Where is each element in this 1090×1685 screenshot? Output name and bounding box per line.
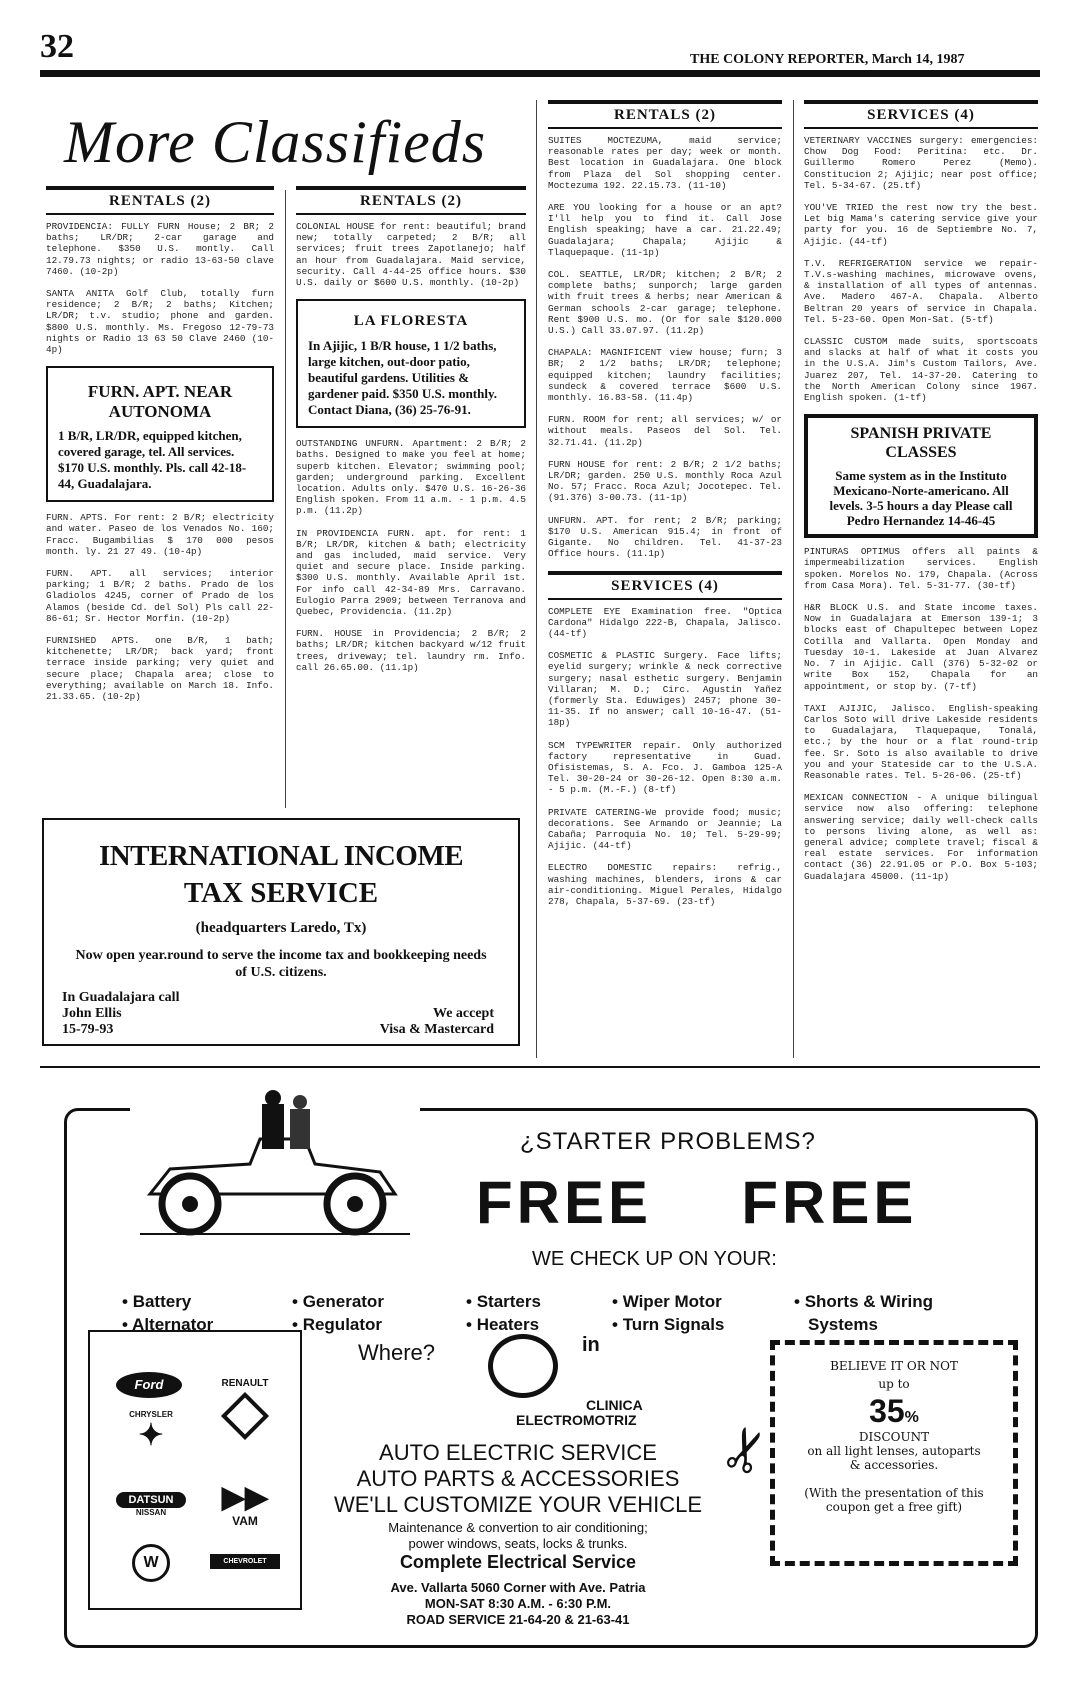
services-detail <box>318 1520 718 1552</box>
spanish-classes-box <box>804 414 1038 538</box>
column-4 <box>804 100 1038 893</box>
classified-ad: UNFURN. APT. for rent; 2 B/R; parking; $170 U.S. American 915.4; in front of Gigante. No children. Tel. 41-37-23 Office hours. (11.1p) <box>548 514 782 560</box>
coupon-line: & accessories. <box>849 1458 939 1472</box>
svc-line: AUTO PARTS & ACCESSORIES <box>356 1466 680 1491</box>
free-headline <box>476 1168 917 1237</box>
detail-line: Maintenance & convertion to air conditioning; <box>388 1520 648 1535</box>
svc-line: AUTO ELECTRIC SERVICE <box>379 1440 657 1465</box>
box-body: Same system as in the Instituto Mexicano-Norte-americano. All levels. 3-5 hours a day Please call Pedro Hernandez 14-46-45 <box>829 468 1013 529</box>
service-list-1: • Battery • Alternator <box>122 1292 214 1334</box>
classified-ad: ARE YOU looking for a house or an apt? I'll help you to find it. Call Jose English speaking; have a car. 21.22.49; Guadalajara; Chapala; Ajijic & Tlaquepaque. (11-1p) <box>548 202 782 258</box>
box-title: FURN. APT. NEAR AUTONOMA <box>87 382 233 422</box>
vintage-car-illustration <box>130 1084 420 1244</box>
datsun-nissan-logo: DATSUN NISSAN <box>116 1492 186 1517</box>
top-rule <box>40 70 1040 77</box>
discount-coupon[interactable] <box>770 1340 1018 1566</box>
service-item: Starters <box>476 1292 541 1311</box>
coupon-line: up to <box>878 1377 910 1391</box>
classified-ad: SANTA ANITA Golf Club, totally furn residence; 2 B/R; 2 baths; Kitchen; LR/DR; t.v. studio; phone and garden. $800 U.S. monthly. Ms. Fregoso 12-79-73 nights or Radio 13 63 50 Clave 2460 (10-4p) <box>46 288 274 356</box>
classified-ad: SCM TYPEWRITER repair. Only authorized factory representative in Guad. Ofisistemas, S. A. Fco. J. Gamboa 125-A Tel. 30-20-24 or 30-26-12. Open 8:30 a.m. - 5 p.m. (M.-F.) (8-tf) <box>548 739 782 796</box>
free-word: FREE <box>476 1169 653 1236</box>
column-3 <box>548 100 782 918</box>
page-number: 32 <box>40 28 74 65</box>
in-label: in <box>582 1334 600 1356</box>
box-title: SPANISH PRIVATE CLASSES <box>850 425 992 462</box>
services-headline <box>318 1440 718 1518</box>
coupon-percent: 35% <box>869 1393 919 1429</box>
scissors-icon: ✂ <box>706 1415 787 1485</box>
tax-contact-label: In Guadalajara call <box>62 990 180 1005</box>
column-rule <box>536 100 537 1058</box>
chevrolet-logo: CHEVROLET <box>210 1554 280 1569</box>
where-label: Where? <box>358 1340 436 1365</box>
chrysler-logo: CHRYSLER ✦ <box>129 1410 173 1452</box>
coupon-line: (With the presentation of this <box>804 1486 984 1500</box>
vam-logo: ▶▶ VAM <box>221 1481 269 1528</box>
column-2 <box>296 186 526 684</box>
column-rule <box>793 100 794 1058</box>
classified-ad: T.V. REFRIGERATION service we repair-T.V.s-washing machines, microwave ovens, & installation of all types of antennas. Ave. Madero 467-A. Chapala. Alberto Beltran 20 years of service in Chapala. Tel. 5-23-60. Open Mon-Sat. (5-tf) <box>804 257 1038 325</box>
classified-ad: PRIVATE CATERING-We provide food; music; decorations. See Armando or Jeannie; La Cabaña; Parroquia No. 10; Tel. 5-29-99; Ajijic. (44-tf) <box>548 806 782 852</box>
service-item: Generator <box>302 1292 384 1311</box>
tax-body: Now open year.round to serve the income tax and bookkeeping needs of U.S. citizens. <box>75 948 487 980</box>
service-item: Alternator <box>132 1315 214 1334</box>
page-title: More Classifieds <box>64 109 487 175</box>
service-item: Regulator <box>302 1315 383 1334</box>
check-up-label: WE CHECK UP ON YOUR: <box>532 1248 777 1270</box>
detail-line: power windows, seats, locks & trunks. <box>408 1536 628 1551</box>
box-title: LA FLORESTA <box>353 313 469 330</box>
road-service-line: ROAD SERVICE 21-64-20 & 21-63-41 <box>406 1612 630 1627</box>
service-list-5: • Shorts & Wiring Systems <box>794 1292 933 1334</box>
classified-ad: COLONIAL HOUSE for rent: beautiful; brand new; totally carpeted; 2 B/R; all services; fruit trees Zapotlanejo; half an hour from Guadalajara. Maid service, security. Call 4-44-25 office hours. $30 U.S. daily or $600 U.S. monthly. (10-2p) <box>296 221 526 289</box>
vw-logo: W <box>116 1544 186 1582</box>
service-item: Heaters <box>476 1315 540 1334</box>
address-line: Ave. Vallarta 5060 Corner with Ave. Patria <box>390 1580 646 1595</box>
classified-ad: FURN. APT. all services; interior parking; 1 B/R; 2 baths. Prado de los Gladiolos 4245, corner of Prado de los Alamos (beside Cd. del Sol) Pls call 22-86-61; Sr. Hector Morfin. (10-2p) <box>46 568 274 624</box>
classified-ad: OUTSTANDING UNFURN. Apartment: 2 B/R; 2 baths. Designed to make you feel at home; superb kitchen. Elevator; swimming pool; garden; underground parking. Excellent location. Adults only. $470 U.S. 16-26-36 English spoken. From 11 a.m. - 1 p.m. 4.5 p.m. (11.2p) <box>296 438 526 517</box>
service-item: Turn Signals <box>622 1315 725 1334</box>
clinica-name <box>516 1397 643 1428</box>
section-divider <box>40 1066 1040 1068</box>
section-heading: RENTALS (2) <box>296 190 526 215</box>
classified-ad: FURN. ROOM for rent; all services; w/ or without meals. Paseos del Sol. Tel. 32.71.41. (11.2p) <box>548 414 782 448</box>
service-item: Wiper Motor <box>622 1292 722 1311</box>
clinica-logo-icon <box>488 1334 558 1398</box>
complete-electrical-label: Complete Electrical Service <box>399 1552 637 1572</box>
section-heading: SERVICES (4) <box>548 575 782 600</box>
section-heading: RENTALS (2) <box>548 104 782 129</box>
classified-ad: FURN. APTS. For rent: 2 B/R; electricity and water. Paseo de los Venados No. 160; Fracc. Bugambilias $ 170 000 pesos month. ly. 21 27 49. (10-4p) <box>46 512 274 557</box>
classified-ad: TAXI AJIJIC, Jalisco. English-speaking Carlos Soto will drive Lakeside residents to Guadalajara, Tlaquepaque, Tonalá, etc.; by the hour or a flat round-trip fee. Sr. Soto is also available to drive you and your Stateside car to the U.S.A. Reasonable rates. Tel. 5-26-06. (25-tf) <box>804 702 1038 781</box>
classified-ad: PROVIDENCIA: FULLY FURN House; 2 BR; 2 baths; LR/DR; 2-car garage and telephone. $350 U.S. montly. Call 12.79.73 nights; or radio 13-63-50 clave 7460. (10-2p) <box>46 221 274 277</box>
publication-header: THE COLONY REPORTER, March 14, 1987 <box>690 52 965 67</box>
address-block <box>318 1580 718 1628</box>
classified-ad: CLASSIC CUSTOM made suits, sportscoats and slacks at half of what it costs you in the U.S.A. Jim's Custom Tailors, Ave. Juarez 207, Tel. 14-37-20. Catering to the North American Colony since 1967. English spoken. (1-tf) <box>804 336 1038 404</box>
tax-contact <box>62 990 179 1038</box>
renault-logo: RENAULT <box>210 1378 280 1433</box>
furn-apt-box <box>46 366 274 502</box>
classified-ad: COL. SEATTLE, LR/DR; kitchen; 2 B/R; 2 complete baths; sunporch; large garden with fruit trees & herbs; near American & German schools 2-car garage; telephone. Rent $900 U.S. mo. (Or for sale $120.000 U.S.) Call 33.07.97. (11.2p) <box>548 269 782 337</box>
section-heading: SERVICES (4) <box>804 104 1038 129</box>
classified-ad: COMPLETE EYE Examination free. "Optica Cardona" Hidalgo 222-B, Chapala, Jalisco. (44-tf) <box>548 605 782 639</box>
box-body: 1 B/R, LR/DR, equipped kitchen, covered garage, tel. All services. $170 U.S. monthly. Pls. call 42-18-44, Guadalajara. <box>58 428 247 492</box>
hours-line: MON-SAT 8:30 A.M. - 6:30 P.M. <box>424 1596 612 1611</box>
classified-ad: CHAPALA: MAGNIFICENT view house; furn; 3 BR; 2 1/2 baths; LR/DR; telephone; equipped kitchen; laundry facilities; sundeck & covered terrace $600 U.S. monthly. 16.83-58. (11.4p) <box>548 347 782 404</box>
classified-ad: ELECTRO DOMESTIC repairs: refrig., washing machines, blenders, irons & car air-conditioning. Miguel Perales, Hidalgo 278, Chapala, 5-37-69. (23-tf) <box>548 862 782 907</box>
clinica-line-2: ELECTROMOTRIZ <box>516 1412 637 1428</box>
classified-ad: H&R BLOCK U.S. and State income taxes. Now in Guadalajara at Emerson 139-1; 3 blocks east of Chapultepec between Lopez Cotilla and Vallarta. Open Monday and Tuesday 10-1. Lakeside at Juan Alvarez No. 7 in Ajijic. Call (376) 5-32-02 or write Box 152, Chapala for an appointment, or stop by. (7-tf) <box>804 602 1038 692</box>
service-item: Shorts & Wiring <box>804 1292 933 1311</box>
la-floresta-box <box>296 299 526 428</box>
classified-ad: COSMETIC & PLASTIC Surgery. Face lifts; eyelid surgery; wrinkle & neck corrective surgery; nasal esthetic surgery. Benjamin Villaran; M. D.; Circ. Agustin Yañez (formerly Sta. Eduwiges) 2457; phone 30-11-35. If no answer; call 10-16-47. (51-18p) <box>548 650 782 729</box>
column-rule <box>285 190 286 808</box>
tax-payment <box>380 1006 494 1038</box>
tax-payment-cards: Visa & Mastercard <box>379 1022 494 1037</box>
classified-ad: YOU'VE TRIED the rest now try the best. Let big Mama's catering service give your party for you. 16 de Septiembre No. 7, Ajijic. (44-tf) <box>804 202 1038 247</box>
classified-ad: PINTURAS OPTIMUS offers all paints & impermeabilization services. English spoken. Morelos No. 179, Chapala. (Across from Casa Mora). Tel. 5-31-77. (30-tf) <box>804 546 1038 591</box>
section-heading: RENTALS (2) <box>46 190 274 215</box>
starter-question: ¿STARTER PROBLEMS? <box>520 1128 816 1155</box>
service-item: Battery <box>132 1292 192 1311</box>
column-1 <box>46 186 274 713</box>
classified-ad: VETERINARY VACCINES surgery: emergencies: Chow Dog Food: Peritina: etc. Dr. Guillermo Romero Perez (Memo). Constitucion 2; Ajijic; near post office; Tel. 5-34-67. (25.tf) <box>804 135 1038 191</box>
service-item: Systems <box>808 1315 878 1334</box>
classified-ad: FURN. HOUSE in Providencia; 2 B/R; 2 baths; LR/DR; kitchen backyard w/12 fruit trees, driveway; tel. laundry rm. Info. call 26.65.00. (11.1p) <box>296 628 526 673</box>
tax-contact-phone: 15-79-93 <box>62 1022 114 1037</box>
tax-service-ad <box>42 818 520 1046</box>
ford-logo: Ford <box>116 1372 186 1398</box>
tax-subhead: (headquarters Laredo, Tx) <box>195 920 367 936</box>
service-list-3: • Starters • Heaters <box>466 1292 541 1334</box>
tax-headline-1: INTERNATIONAL INCOME <box>98 840 464 872</box>
service-list-4: • Wiper Motor • Turn Signals <box>612 1292 725 1334</box>
tax-headline-2: TAX SERVICE <box>183 877 379 909</box>
coupon-line: DISCOUNT <box>858 1430 930 1444</box>
free-word: FREE <box>741 1169 918 1236</box>
svc-line: WE'LL CUSTOMIZE YOUR VEHICLE <box>333 1492 703 1517</box>
tax-contact-name: John Ellis <box>62 1006 122 1021</box>
service-list-2: • Generator • Regulator <box>292 1292 384 1334</box>
classified-ad: IN PROVIDENCIA FURN. apt. for rent: 1 B/R; LR/DR, kitchen & bath; electricity and gas included, maid service. Very quiet and secure place. Inside parking. $300 U.S. monthly. Available April 1st. For info call 42-34-89 Mrs. Carravano. Eulogio Parra 2909; between Terranova and Quebec, Providencia. (11.2p) <box>296 527 526 618</box>
coupon-line: coupon get a free gift) <box>825 1500 963 1514</box>
classified-ad: FURN HOUSE for rent: 2 B/R; 2 1/2 baths; LR/DR; garden. 250 U.S. monthly Roca Azul No. 57; Fracc. Roca Azul; Jocotepec. Tel. (91.376) 3-00.73. (11-1p) <box>548 458 782 504</box>
classified-ad: SUITES MOCTEZUMA, maid service; reasonable rates per day; week or month. Best location in Guadalajara. One block from Plaza del Sol shopping center. Moctezuma 192. 22.15.73. (11-10) <box>548 135 782 191</box>
box-body: In Ajijic, 1 B/R house, 1 1/2 baths, large kitchen, out-door patio, beautiful gardens. Utilities & gardener paid. $350 U.S. monthly. Contact Diana, (36) 25-76-91. <box>308 338 498 418</box>
tax-payment-label: We accept <box>432 1006 494 1021</box>
coupon-line: BELIEVE IT OR NOT <box>830 1359 958 1373</box>
classified-ad: FURNISHED APTS. one B/R, 1 bath; kitchenette; LR/DR; back yard; front terrace inside parking; very quiet and secure place; Chapala area; close to everything; available on March 18. Info. 21.33.65. (10-2p) <box>46 635 274 703</box>
clinica-line-1: CLINICA <box>586 1397 643 1413</box>
coupon-line: on all light lenses, autoparts <box>807 1444 981 1458</box>
car-brands-box <box>88 1330 302 1610</box>
classified-ad: MEXICAN CONNECTION - A unique bilingual service now also offering: telephone answering service; daily well-check calls to persons living alone, as well as: general advice; complete travel; fiscal & real estate services. For information contact (36) 22.91.05 or P.O. Box 5-103; Guadalajara 45000. (11-1p) <box>804 792 1038 882</box>
